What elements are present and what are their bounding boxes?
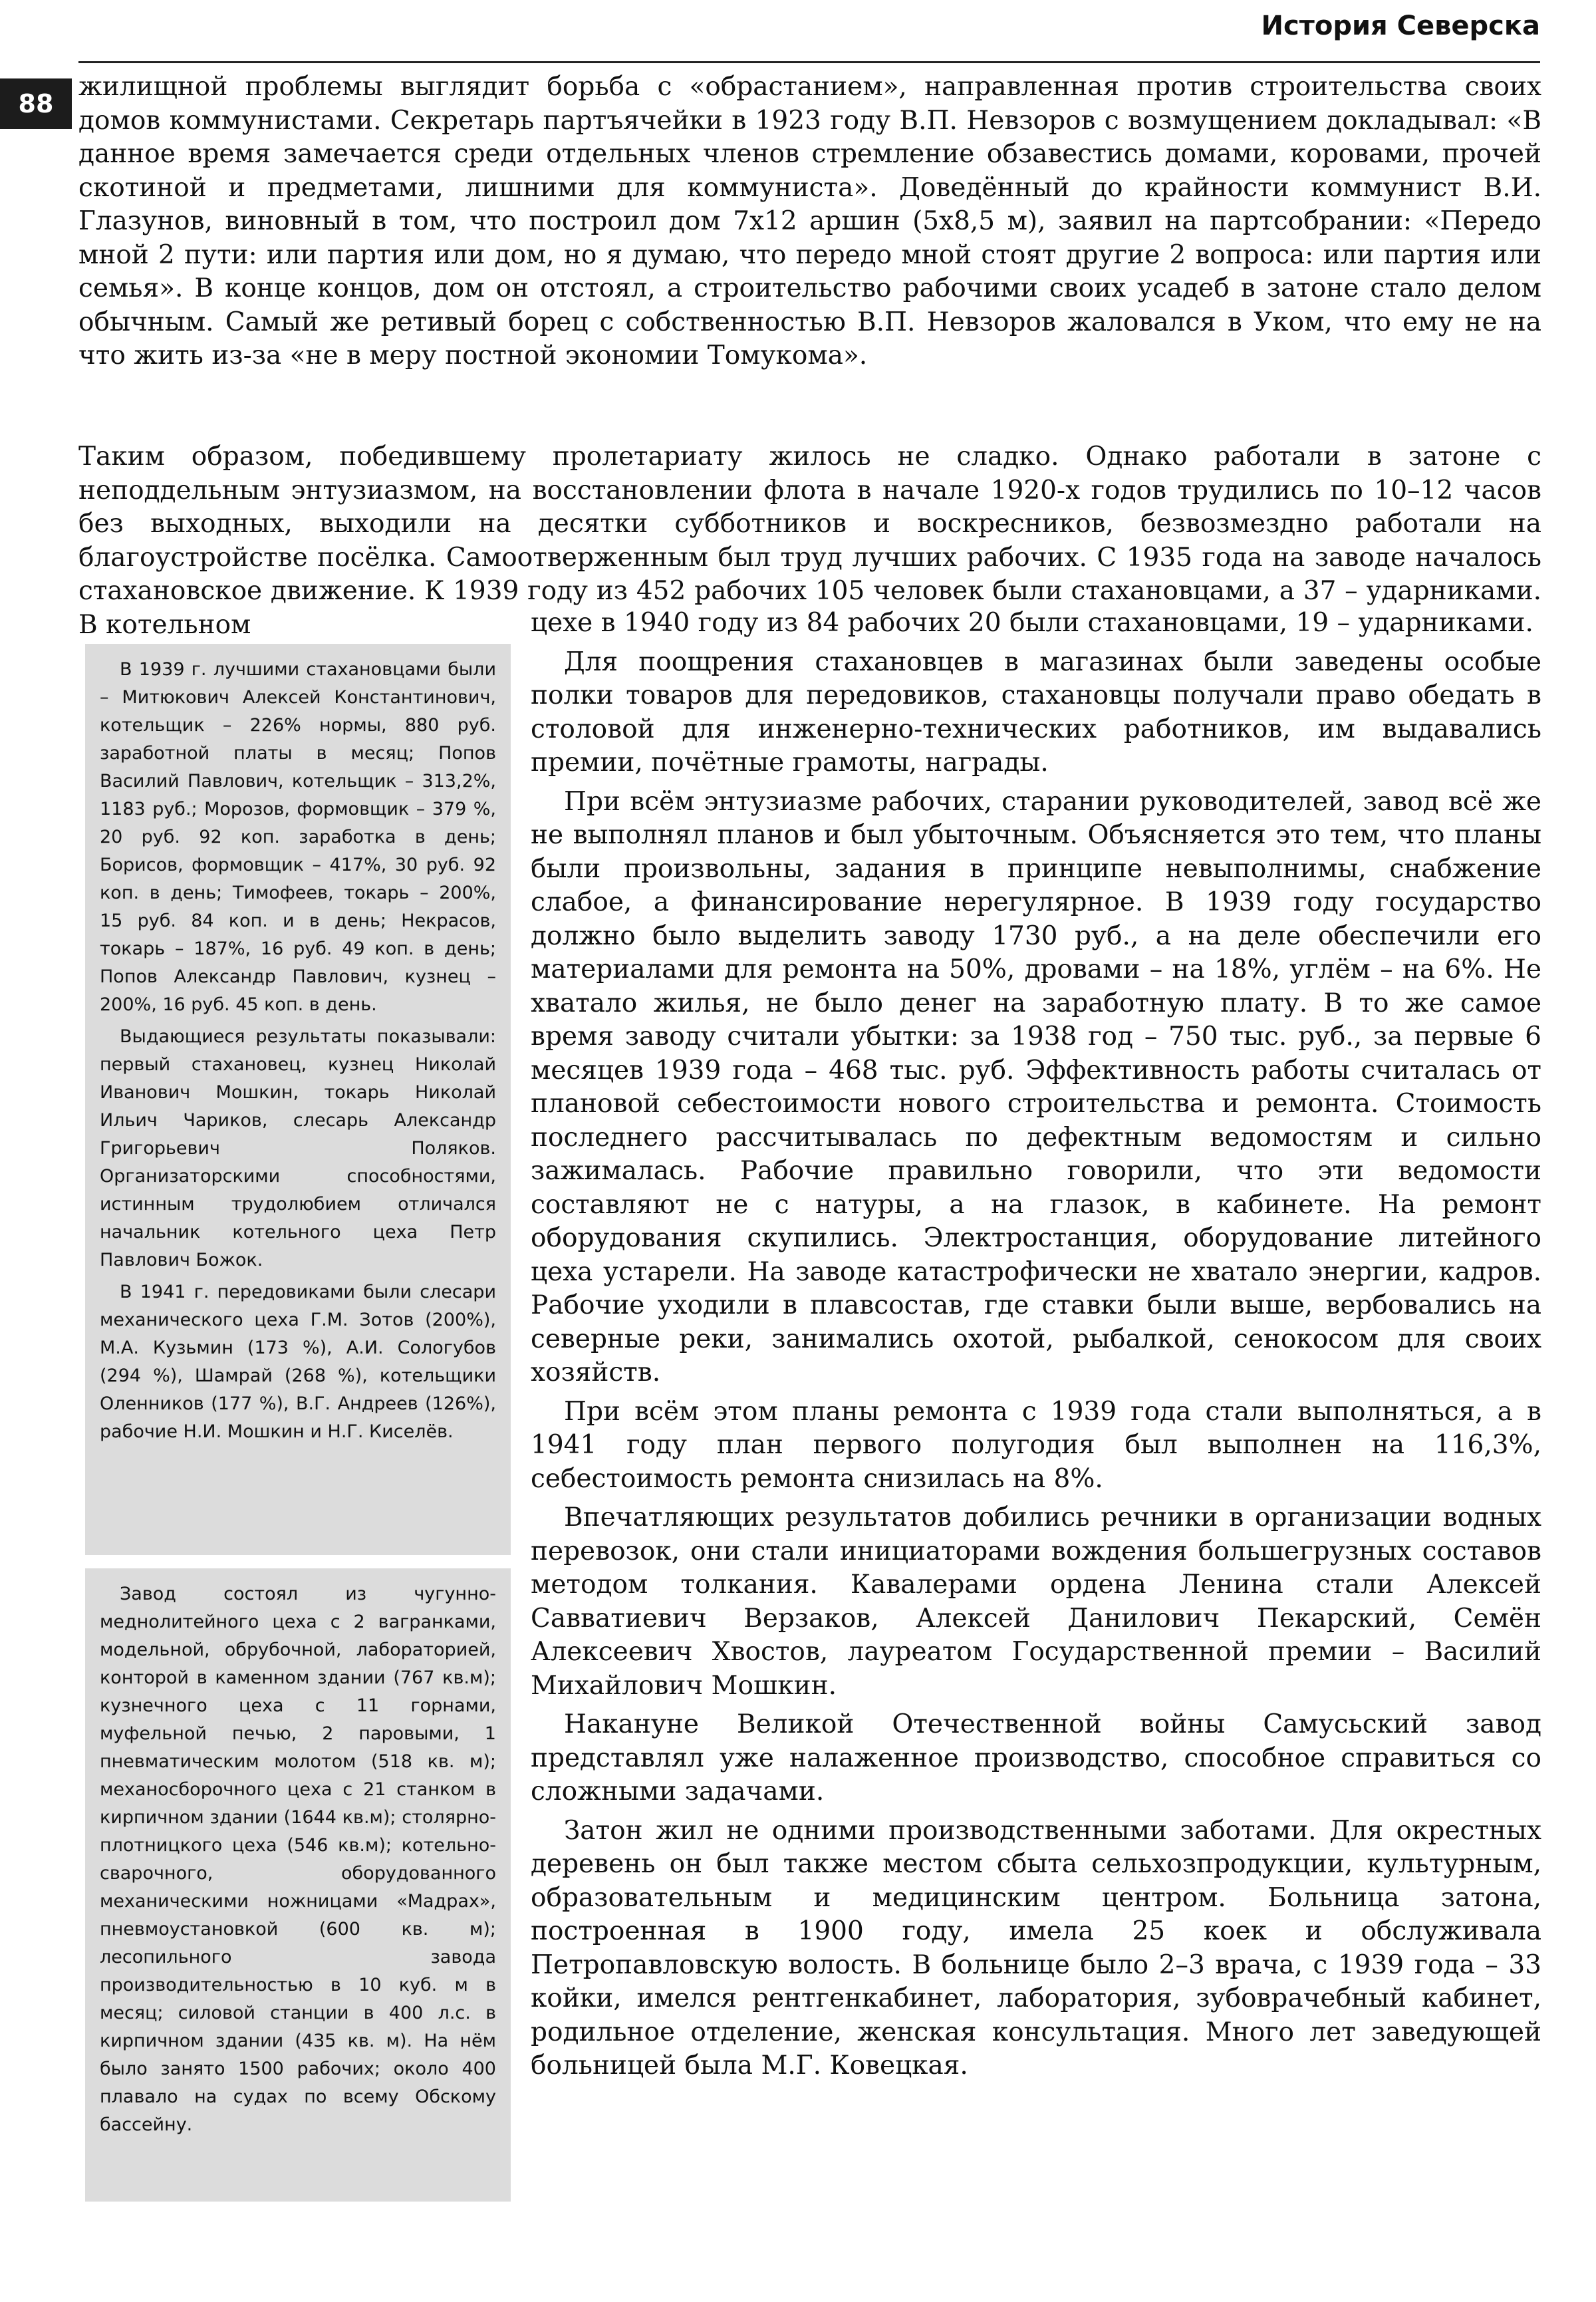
paragraph-2: Таким образом, победившему пролетариату жилось не сладко. Однако работали в затоне с неподдельным энтузиазмом, на восстановлении флота в начале 1920-х годов трудились по 10–12 часов без выходных, выходили на десятки субботников и воскресников, безвозмездно работали на благоустройстве посёлка. Самоотверженным был труд лучших рабочих. С 1935 года на заводе началось стахановское движение. К 1939 году из 452 рабочих 105 человек были стахановцами, а 37 – ударниками. В котельном xyxy=(78,442,1541,640)
column-paragraph: Накануне Великой Отечественной войны Самусьский завод представлял уже налаженное производство, способное справиться со сложными задачами. xyxy=(531,1709,1541,1806)
sidebar-paragraph: Завод состоял из чугунно-меднолитейного цеха с 2 вагранками, модельной, обрубочной, лабораторией, конторой в каменном здании (767 кв.м); кузнечного цеха с 11 горнами, муфельной печью, 2 паровыми, 1 пневматическим молотом (518 кв. м); механосборочного цеха с 21 станком в кирпичном здании (1644 кв.м); столярно-плотницкого цеха (546 кв.м); котельно-сварочного, оборудованного механическими ножницами «Мадрах», пневмоустановкой (600 кв. м); лесопильного завода производительностью в 10 куб. м в месяц; силовой станции в 400 л.с. в кирпичном здании (435 кв. м). На нём было занято 1500 рабочих; около 400 плавало на судах по всему Обскому бассейну. xyxy=(100,1584,496,2135)
page-number: 88 xyxy=(0,78,72,129)
column-paragraph: Для поощрения стахановцев в магазинах были заведены особые полки товаров для передовиков, стахановцы получали право обедать в столовой для инженерно-технических работников, им выдавались премии, почётные грамоты, награды. xyxy=(531,647,1541,778)
column-paragraph: цехе в 1940 году из 84 рабочих 20 были стахановцами, 19 – ударниками. xyxy=(531,608,1533,638)
column-paragraph: При всём этом планы ремонта с 1939 года стали выполняться, а в 1941 году план первого полугодия был выполнен на 116,3%, себестоимость ремонта снизилась на 8%. xyxy=(531,1396,1541,1494)
sidebar-stakhanovites xyxy=(85,644,511,1555)
sidebar-factory-description xyxy=(85,1568,511,2202)
column-paragraph: Впечатляющих результатов добились речники в организации водных перевозок, они стали инициаторами вождения большегрузных составов методом толкания. Кавалерами ордена Ленина стали Алексей Савватиевич Верзаков, Алексей Данилович Пекарский, Семён Алексеевич Хвостов, лауреатом Государственной премии – Василий Михайлович Мошкин. xyxy=(531,1503,1541,1701)
column-paragraph: При всём энтузиазме рабочих, старании руководителей, завод всё же не выполнял планов и был убыточным. Объясняется это тем, что планы были произвольны, задания в принципе невыполнимы, снабжение слабое, а финансирование нерегулярное. В 1939 году государство должно было выделить заводу 1730 руб., а на деле обеспечили его материалами для ремонта на 50%, дровами – на 18%, углём – на 6%. Не хватало жилья, не было денег на заработную плату. В то же самое время заводу считали убытки: за 1938 год – 750 тыс. руб., за первые 6 месяцев 1939 года – 468 тыс. руб. Эффективность работы считалась от плановой себестоимости нового строительства и ремонта. Стоимость последнего рассчитывалась по дефектным ведомостям и сильно зажималась. Рабочие правильно говорили, что эти ведомости составляют не с натуры, а на глазок, в кабинете. На ремонт оборудования скупились. Электростанция, оборудование литейного цеха устарели. На заводе катастрофически не хватало энергии, кадров. Рабочие уходили в плавсостав, где ставки были выше, вербовались на северные реки, занимались охотой, рыбалкой, сенокосом для своих хозяйств. xyxy=(531,786,1541,1387)
paragraph-1: жилищной проблемы выглядит борьба с «обрастанием», направленная против строительства своих домов коммунистами. Секретарь партъячейки в 1923 году В.П. Невзоров с возмущением докладывал: «В данное время замечается среди отдельных членов стремление обзавестись домами, коровами, прочей скотиной и предметами, лишними для коммуниста». Доведённый до крайности коммунист В.И. Глазунов, виновный в том, что построил дом 7х12 аршин (5х8,5 м), заявил на партсобрании: «Передо мной 2 пути: или партия или дом, но я думаю, что передо мной стоят другие 2 вопроса: или партия или семья». В конце концов, дом он отстоял, а строительство рабочими своих усадеб в затоне стало делом обычным. Самый же ретивый борец с собственностью В.П. Невзоров жаловался в Уком, что ему не на что жить из-за «не в меру постной экономии Томукома». xyxy=(78,72,1541,370)
column-paragraph: Затон жил не одними производственными заботами. Для окрестных деревень он был также местом сбыта сельхозпродукции, культурным, образовательным и медицинским центром. Больница затона, построенная в 1900 году, имела 25 коек и обслуживала Петропавловскую волость. В больнице было 2–3 врача, с 1939 года – 33 койки, имелся рентгенкабинет, лаборатория, зубоврачебный кабинет, родильное отделение, женская консультация. Много лет заведующей больницей была М.Г. Ковецкая. xyxy=(531,1815,1541,2081)
running-head: История Северска xyxy=(1261,11,1540,41)
sidebar-paragraph: В 1941 г. передовиками были слесари механического цеха Г.М. Зотов (200%), М.А. Кузьмин (173 %), А.И. Сологубов (294 %), Шамрай (268 %), котельщики Оленников (177 %), В.Г. Андреев (126%), рабочие Н.И. Мошкин и Н.Г. Киселёв. xyxy=(100,1282,496,1442)
sidebar-paragraph: Выдающиеся результаты показывали: первый стахановец, кузнец Николай Иванович Мошкин, токарь Николай Ильич Чариков, слесарь Александр Григорьевич Поляков. Организаторскими способностями, истинным трудолюбием отличался начальник котельного цеха Петр Павлович Божок. xyxy=(100,1026,496,1270)
header-rule xyxy=(78,61,1540,63)
main-column xyxy=(531,607,1541,2088)
sidebar-paragraph: В 1939 г. лучшими стахановцами были – Митюкович Алексей Константинович, котельщик – 226% нормы, 880 руб. заработной платы в месяц; Попов Василий Павлович, котельщик – 313,2%, 1183 руб.; Морозов, формовщик – 379 %, 20 руб. 92 коп. заработка в день; Борисов, формовщик – 417%, 30 руб. 92 коп. в день; Тимофеев, токарь – 200%, 15 руб. 84 коп. и в день; Некрасов, токарь – 187%, 16 руб. 49 коп. в день; Попов Александр Павлович, кузнец – 200%, 16 руб. 45 коп. в день. xyxy=(100,659,496,1015)
